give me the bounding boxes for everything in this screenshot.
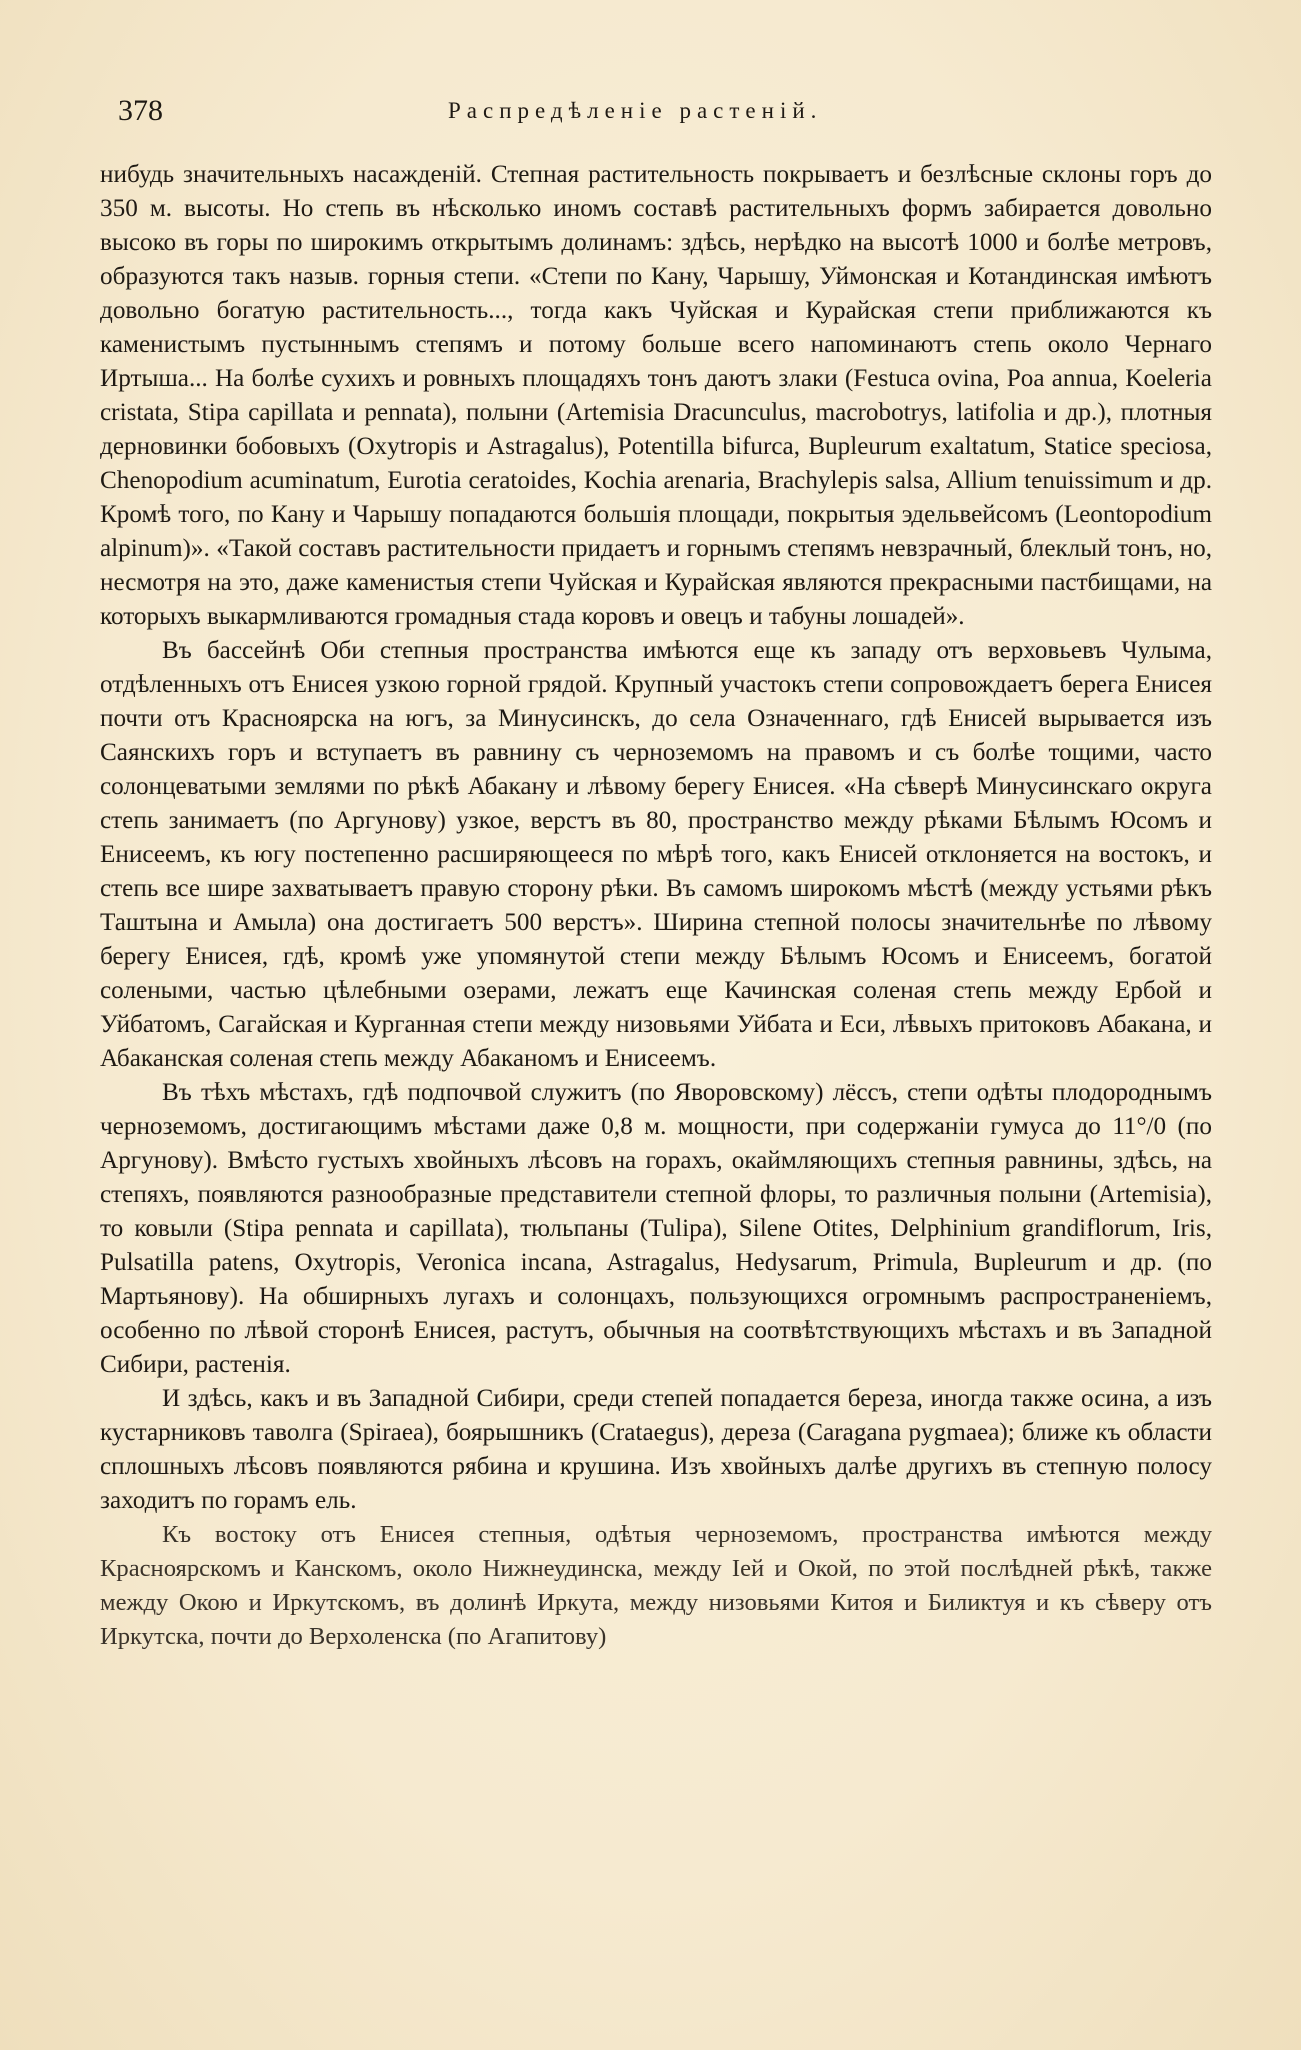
body-text [100, 158, 1212, 1654]
paragraph-2: Въ бассейнѣ Оби степныя пространства имѣются еще къ западу отъ верховьевъ Чулыма, отдѣленныхъ отъ Енисея узкою горной грядой. Крупный участокъ степи сопровождаетъ берега Енисея почти отъ Красноярска на югъ, за Минусинскъ, до села Означеннаго, гдѣ Енисей вырывается изъ Саянскихъ горъ и вступаетъ въ равнину съ черноземомъ на правомъ и съ болѣе тощими, часто солонцеватыми землями по рѣкѣ Абакану и лѣвому берегу Енисея. «На сѣверѣ Минусинскаго округа степь занимаетъ (по Аргунову) узкое, верстъ въ 80, пространство между рѣками Бѣлымъ Юсомъ и Енисеемъ, къ югу постепенно расширяющееся по мѣрѣ того, какъ Енисей отклоняется на востокъ, и степь все шире захватываетъ правую сторону рѣки. Въ самомъ широкомъ мѣстѣ (между устьями рѣкъ Таштына и Амыла) она достигаетъ 500 верстъ». Ширина степной полосы значительнѣе по лѣвому берегу Енисея, гдѣ, кромѣ уже упомянутой степи между Бѣлымъ Юсомъ и Енисеемъ, богатой солеными, частью цѣлебными озерами, лежатъ еще Качинская соленая степь между Ербой и Уйбатомъ, Сагайская и Курганная степи между низовьями Уйбата и Еси, лѣвыхъ притоковъ Абакана, и Абаканская соленая степь между Абаканомъ и Енисеемъ. [100, 637, 1212, 1072]
running-title: Распредѣленіе растеній. [448, 98, 823, 123]
paragraph-3: Въ тѣхъ мѣстахъ, гдѣ подпочвой служитъ (по Яворовскому) лёссъ, степи одѣты плодороднымъ черноземомъ, достигающимъ мѣстами даже 0,8 м. мощности, при содержаніи гумуса до 11°/0 (по Аргунову). Вмѣсто густыхъ хвойныхъ лѣсовъ на горахъ, окаймляющихъ степныя равнины, здѣсь, на степяхъ, появляются разнообразные представители степной флоры, то различныя полыни (Artemisia), то ковыли (Stipa pennata и capillata), тюльпаны (Tulipa), Silene Otites, Delphinium grandiflorum, Iris, Pulsatilla patens, Oxytropis, Veronica incana, Astragalus, Hedysarum, Primula, Bupleurum и др. (по Мартьянову). На обширныхъ лугахъ и солонцахъ, пользующихся огромнымъ распространеніемъ, особенно по лѣвой сторонѣ Енисея, растутъ, обычныя на соотвѣтствующихъ мѣстахъ и въ Западной Сибири, растенія. [100, 1079, 1212, 1378]
page-header [118, 94, 1208, 134]
paragraph-4: И здѣсь, какъ и въ Западной Сибири, среди степей попадается береза, иногда также осина, а изъ кустарниковъ таволга (Spiraea), боярышникъ (Crataegus), дереза (Caragana pygmaea); ближе къ области сплошныхъ лѣсовъ появляются рябина и крушина. Изъ хвойныхъ далѣе другихъ въ степную полосу заходитъ по горамъ ель. [100, 1385, 1212, 1514]
page-number: 378 [118, 94, 163, 127]
paragraph-1: нибудь значительныхъ насажденій. Степная растительность покрываетъ и безлѣсные склоны горъ до 350 м. высоты. Но степь въ нѣсколько иномъ составѣ растительныхъ формъ забирается довольно высоко въ горы по широкимъ открытымъ долинамъ: здѣсь, нерѣдко на высотѣ 1000 и болѣе метровъ, образуются такъ назыв. горныя степи. «Степи по Кану, Чарышу, Уймонская и Котандинская имѣютъ довольно богатую растительность..., тогда какъ Чуйская и Курайская степи приближаются къ каменистымъ пустыннымъ степямъ и потому больше всего напоминаютъ степь около Чернаго Иртыша... На болѣе сухихъ и ровныхъ площадяхъ тонъ даютъ злаки (Festuca ovina, Poa annua, Koeleria cristata, Stipa capillata и pennata), полыни (Artemisia Dracunculus, macrobotrys, latifolia и др.), плотныя дерновинки бобовыхъ (Oxytropis и Astragalus), Potentilla bifurca, Bupleurum exaltatum, Statice speciosa, Chenopodium acuminatum, Eurotia ceratoides, Kochia arenaria, Brachylepis salsa, Allium tenuissimum и др. Кромѣ того, по Кану и Чарышу попадаются большія площади, покрытыя эдельвейсомъ (Leontopodium alpinum)». «Такой составъ растительности придаетъ и горнымъ степямъ невзрачный, блеклый тонъ, но, несмотря на это, даже каменистыя степи Чуйская и Курайская являются прекрасными пастбищами, на которыхъ выкармливаются громадныя стада коровъ и овецъ и табуны лошадей». [100, 161, 1212, 630]
paragraph-5: Къ востоку отъ Енисея степныя, одѣтыя черноземомъ, пространства имѣются между Красноярскомъ и Канскомъ, около Нижнеудинска, между Іей и Окой, по этой послѣдней рѣкѣ, также между Окою и Иркутскомъ, въ долинѣ Иркута, между низовьями Китоя и Биликтуя и къ сѣверу отъ Иркутска, почти до Верхоленска (по Агапитову) [100, 1521, 1212, 1650]
